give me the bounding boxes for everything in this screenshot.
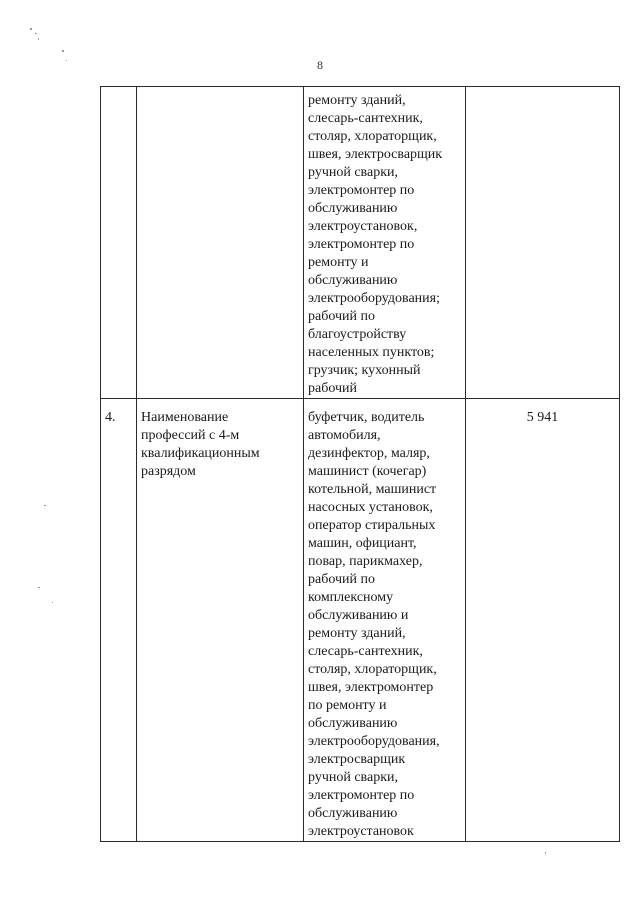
professions-line: слесарь-сантехник, [308,111,423,126]
professions-line: оператор стиральных [308,518,436,533]
professions-line: обслуживанию [308,716,398,731]
scan-speck [44,505,46,506]
professions-line: электрооборудования; [308,291,440,306]
professions-line: электромонтер по [308,183,415,198]
scan-speck [545,852,546,854]
professions-line: ремонту зданий, [308,93,406,108]
professions-line: обслуживанию [308,201,398,216]
row-number-cell [101,87,137,399]
professions-line: электроустановок [308,824,414,839]
professions-line: слесарь-сантехник, [308,644,423,659]
professions-list-cell [304,87,466,399]
scan-speck [52,602,53,603]
professions-line: насосных установок, [308,500,433,515]
profession-group-line: Наименование [141,410,229,425]
scan-speck [30,28,32,30]
professions-line: благоустройству [308,327,407,342]
professions-line: повар, парикмахер, [308,554,423,569]
scan-speck [66,60,67,61]
profession-group-line: разрядом [141,464,196,479]
professions-line: электромонтер по [308,788,415,803]
professions-line: столяр, хлораторщик, [308,662,437,677]
table-row [101,87,620,399]
professions-line: населенных пунктов; [308,345,435,360]
professions-line: швея, электромонтер [308,680,434,695]
professions-line: автомобиля, [308,428,381,443]
professions-line: швея, электросварщик [308,147,443,162]
page-number: 8 [317,58,323,72]
professions-line: дезинфектор, маляр, [308,446,430,461]
scan-speck [35,33,37,34]
scan-speck [38,38,39,40]
professions-line: котельной, машинист [308,482,437,497]
scan-speck [38,587,40,588]
table-row [101,399,620,842]
professions-line: машинист (кочегар) [308,464,427,479]
professions-line: столяр, хлораторщик, [308,129,437,144]
salary-value-cell: 5 941 [466,399,620,842]
profession-group-cell [137,87,304,399]
professions-line: электромонтер по [308,237,415,252]
professions-line: грузчик; кухонный [308,363,421,378]
professions-line: рабочий по [308,572,375,587]
professions-line: ручной сварки, [308,165,398,180]
professions-line: ремонту и [308,255,369,270]
profession-group-line: профессий с 4-м [141,428,240,443]
salary-value-cell [466,87,620,399]
professions-line: ручной сварки, [308,770,398,785]
row-number-cell: 4. [101,399,137,842]
scan-speck [62,50,64,52]
professions-line: рабочий [308,381,357,396]
professions-line: рабочий по [308,309,375,324]
professions-line: буфетчик, водитель [308,410,425,425]
professions-table [100,86,620,842]
professions-line: машин, официант, [308,536,417,551]
professions-line: ремонту зданий, [308,626,406,641]
professions-line: комплексному [308,590,394,605]
profession-group-line: квалификационным [141,446,260,461]
professions-line: электроустановок, [308,219,418,234]
professions-list-cell [304,399,466,842]
professions-line: обслуживанию и [308,608,409,623]
professions-line: электросварщик [308,752,406,767]
professions-line: обслуживанию [308,273,398,288]
profession-group-cell [137,399,304,842]
professions-line: по ремонту и [308,698,387,713]
professions-line: электрооборудования, [308,734,440,749]
professions-line: обслуживанию [308,806,398,821]
